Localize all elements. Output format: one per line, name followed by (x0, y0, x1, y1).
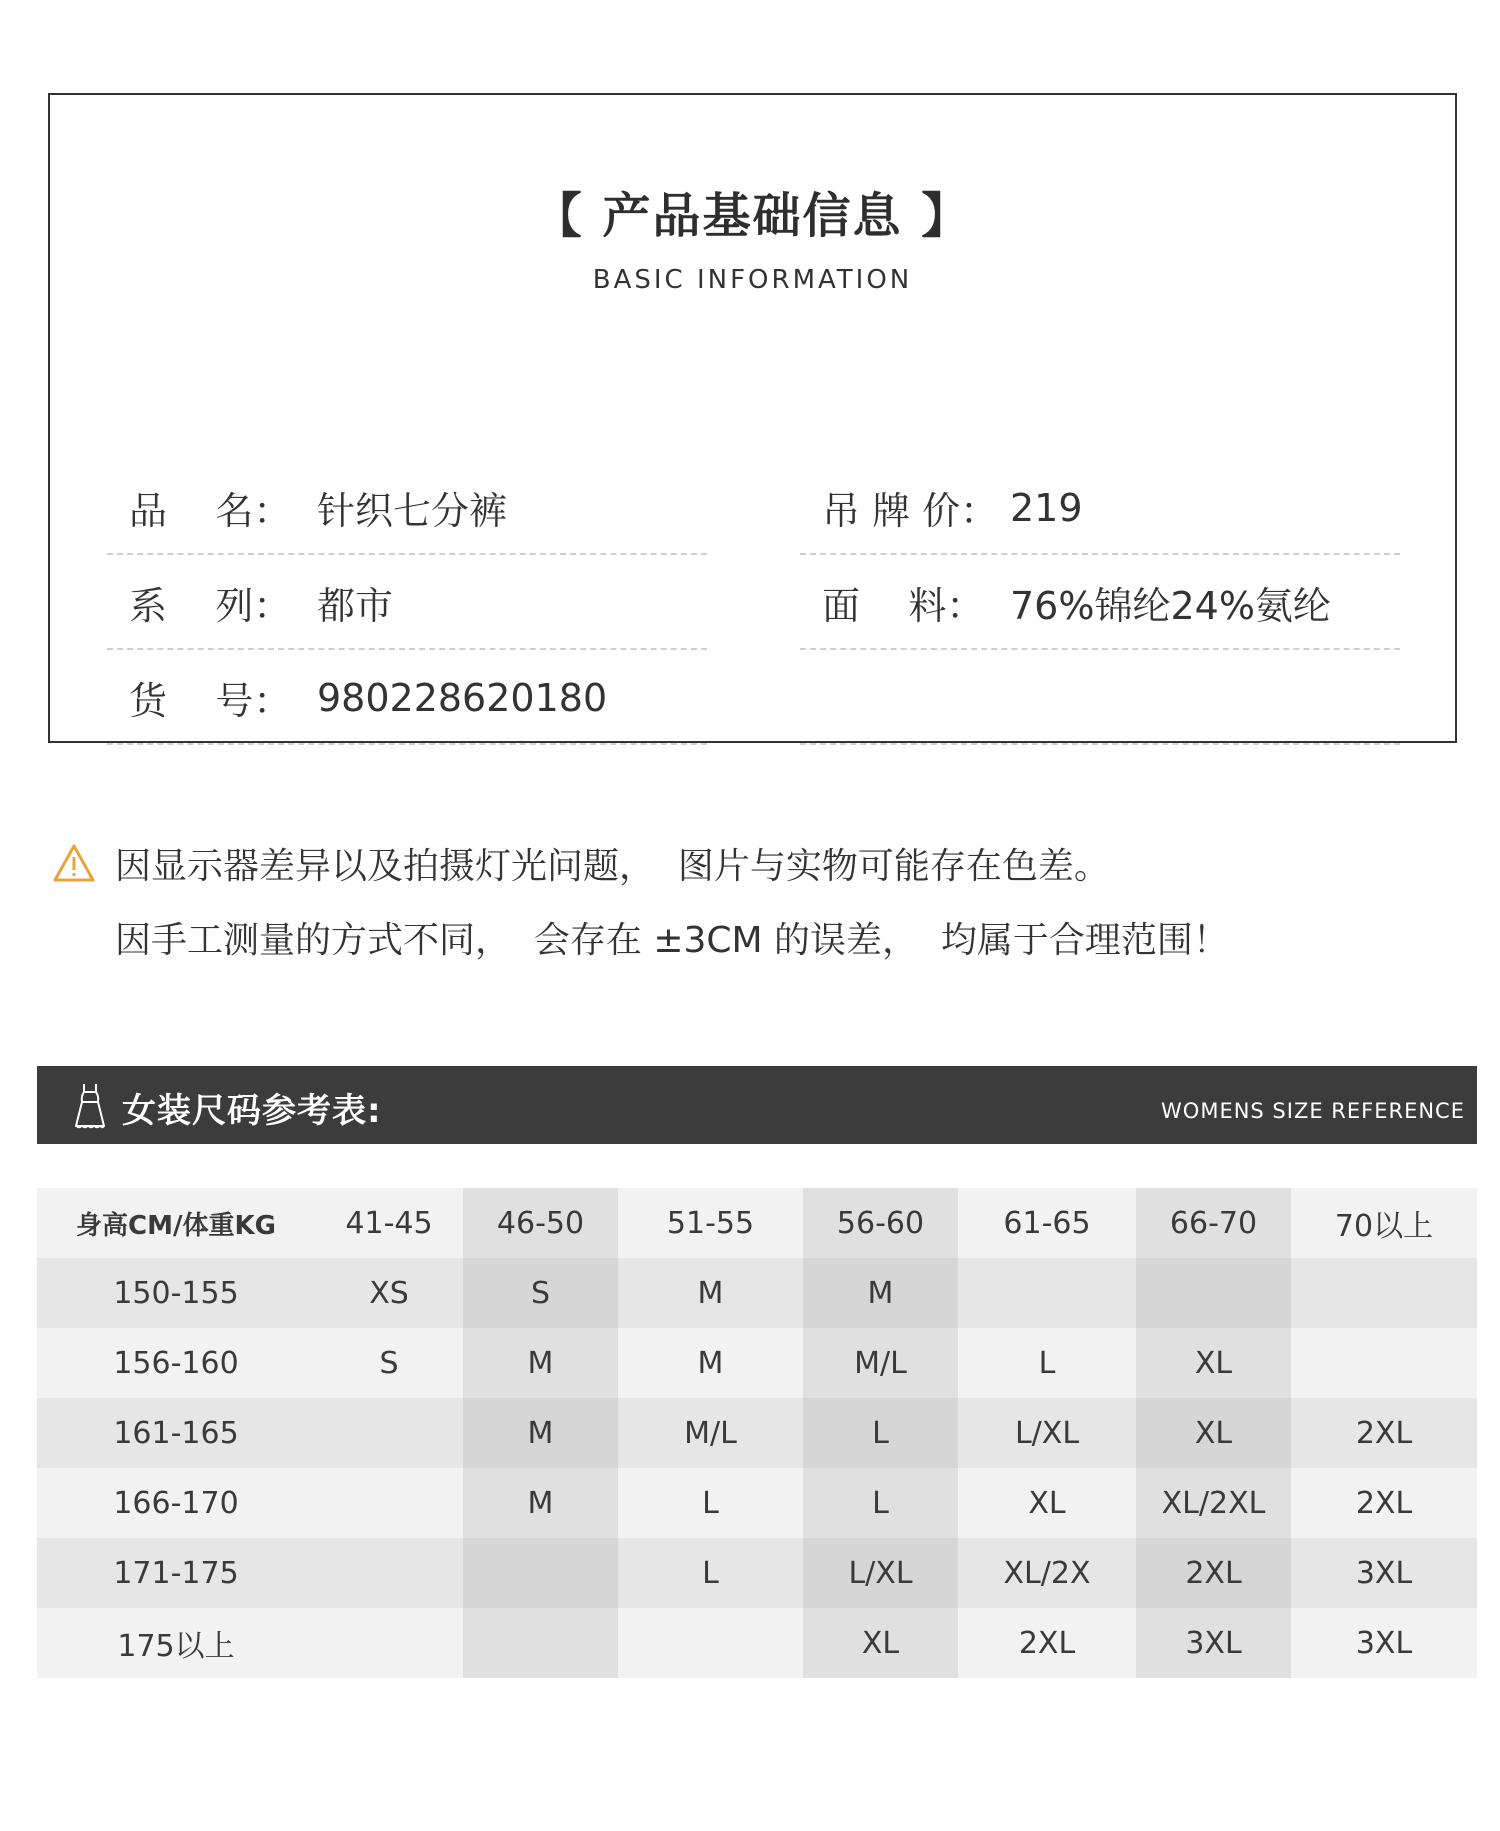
info-value: 980228620180 (317, 675, 608, 720)
table-row (37, 1258, 1477, 1328)
size-cell (958, 1258, 1136, 1328)
size-cell: L (803, 1468, 958, 1538)
size-cell: M (618, 1258, 803, 1328)
size-cell: M (463, 1328, 618, 1398)
size-cell: XL/2XL (1136, 1468, 1291, 1538)
size-cell: 3XL (1291, 1608, 1477, 1678)
height-cell: 150-155 (37, 1258, 315, 1328)
basic-info-card (48, 93, 1457, 743)
table-header-row (37, 1188, 1477, 1258)
size-cell: L/XL (958, 1398, 1136, 1468)
height-cell: 171-175 (37, 1538, 315, 1608)
height-cell: 175以上 (37, 1608, 315, 1678)
size-cell: 3XL (1291, 1538, 1477, 1608)
size-cell: XL (958, 1468, 1136, 1538)
weight-column-header: 61-65 (958, 1188, 1136, 1258)
size-cell: L/XL (803, 1538, 958, 1608)
size-cell: M/L (803, 1328, 958, 1398)
table-row (37, 1608, 1477, 1678)
size-cell (315, 1608, 463, 1678)
table-row (37, 1468, 1477, 1538)
info-row-item-number (107, 650, 707, 745)
info-label: 吊 牌 价： (822, 489, 999, 533)
size-cell: S (463, 1258, 618, 1328)
weight-column-header: 66-70 (1136, 1188, 1291, 1258)
size-cell: L (803, 1398, 958, 1468)
size-cell (463, 1538, 618, 1608)
table-row (37, 1398, 1477, 1468)
size-cell (315, 1398, 463, 1468)
size-cell: L (618, 1538, 803, 1608)
warning-icon (52, 843, 96, 883)
size-cell: L (618, 1468, 803, 1538)
color-measure-notice (52, 832, 1229, 968)
notice-text-2: 因手工测量的方式不同， 会存在 ±3CM 的误差， 均属于合理范围！ (115, 919, 1229, 961)
size-cell: M (803, 1258, 958, 1328)
info-row-series (107, 555, 707, 650)
size-cell: L (958, 1328, 1136, 1398)
size-cell (463, 1608, 618, 1678)
size-cell: S (315, 1328, 463, 1398)
size-cell: 2XL (1291, 1398, 1477, 1468)
info-row-tag-price (800, 460, 1400, 555)
height-cell: 166-170 (37, 1468, 315, 1538)
size-cell: M/L (618, 1398, 803, 1468)
size-cell: XL (1136, 1328, 1291, 1398)
size-chart-table (37, 1188, 1477, 1678)
size-chart-title-en: WOMENS SIZE REFERENCE (1161, 1099, 1465, 1123)
info-value: 都市 (317, 584, 394, 628)
size-cell: M (463, 1398, 618, 1468)
size-cell (618, 1608, 803, 1678)
size-cell (1291, 1328, 1477, 1398)
basic-info-title: 【 产品基础信息 】 (533, 188, 972, 244)
size-cell: XL (803, 1608, 958, 1678)
notice-line-2 (52, 906, 1229, 968)
size-cell: XS (315, 1258, 463, 1328)
notice-line-1 (52, 832, 1229, 894)
info-label: 面 料： (822, 584, 985, 628)
size-cell (1136, 1258, 1291, 1328)
weight-column-header: 46-50 (463, 1188, 618, 1258)
size-cell: M (463, 1468, 618, 1538)
size-cell: M (618, 1328, 803, 1398)
info-value: 76%锦纶24%氨纶 (1010, 584, 1331, 628)
info-row-fabric (800, 555, 1400, 650)
info-value: 219 (1010, 485, 1083, 530)
size-cell: XL (1136, 1398, 1291, 1468)
size-cell: 2XL (1291, 1468, 1477, 1538)
weight-column-header: 51-55 (618, 1188, 803, 1258)
table-row (37, 1538, 1477, 1608)
size-cell: 2XL (958, 1608, 1136, 1678)
size-cell (1291, 1258, 1477, 1328)
info-label: 货 号： (129, 679, 292, 723)
size-cell (315, 1468, 463, 1538)
dress-icon (73, 1082, 107, 1130)
info-label: 系 列： (129, 584, 292, 628)
weight-column-header: 41-45 (315, 1188, 463, 1258)
size-chart-title: 女装尺码参考表: (122, 1091, 382, 1131)
info-value: 针织七分裤 (317, 489, 508, 533)
size-chart-header (37, 1066, 1477, 1144)
size-cell: 2XL (1136, 1538, 1291, 1608)
weight-column-header: 70以上 (1291, 1188, 1477, 1258)
header-cell-height-weight: 身高CM/体重KG (37, 1188, 315, 1258)
size-cell (315, 1538, 463, 1608)
info-label: 品 名： (129, 489, 292, 533)
info-row-empty (800, 650, 1400, 745)
size-cell: XL/2X (958, 1538, 1136, 1608)
info-row-name (107, 460, 707, 555)
table-row (37, 1328, 1477, 1398)
notice-text-1: 因显示器差异以及拍摄灯光问题， 图片与实物可能存在色差。 (115, 845, 1110, 887)
height-cell: 161-165 (37, 1398, 315, 1468)
basic-info-subtitle: BASIC INFORMATION (592, 265, 913, 295)
weight-column-header: 56-60 (803, 1188, 958, 1258)
height-cell: 156-160 (37, 1328, 315, 1398)
size-cell: 3XL (1136, 1608, 1291, 1678)
